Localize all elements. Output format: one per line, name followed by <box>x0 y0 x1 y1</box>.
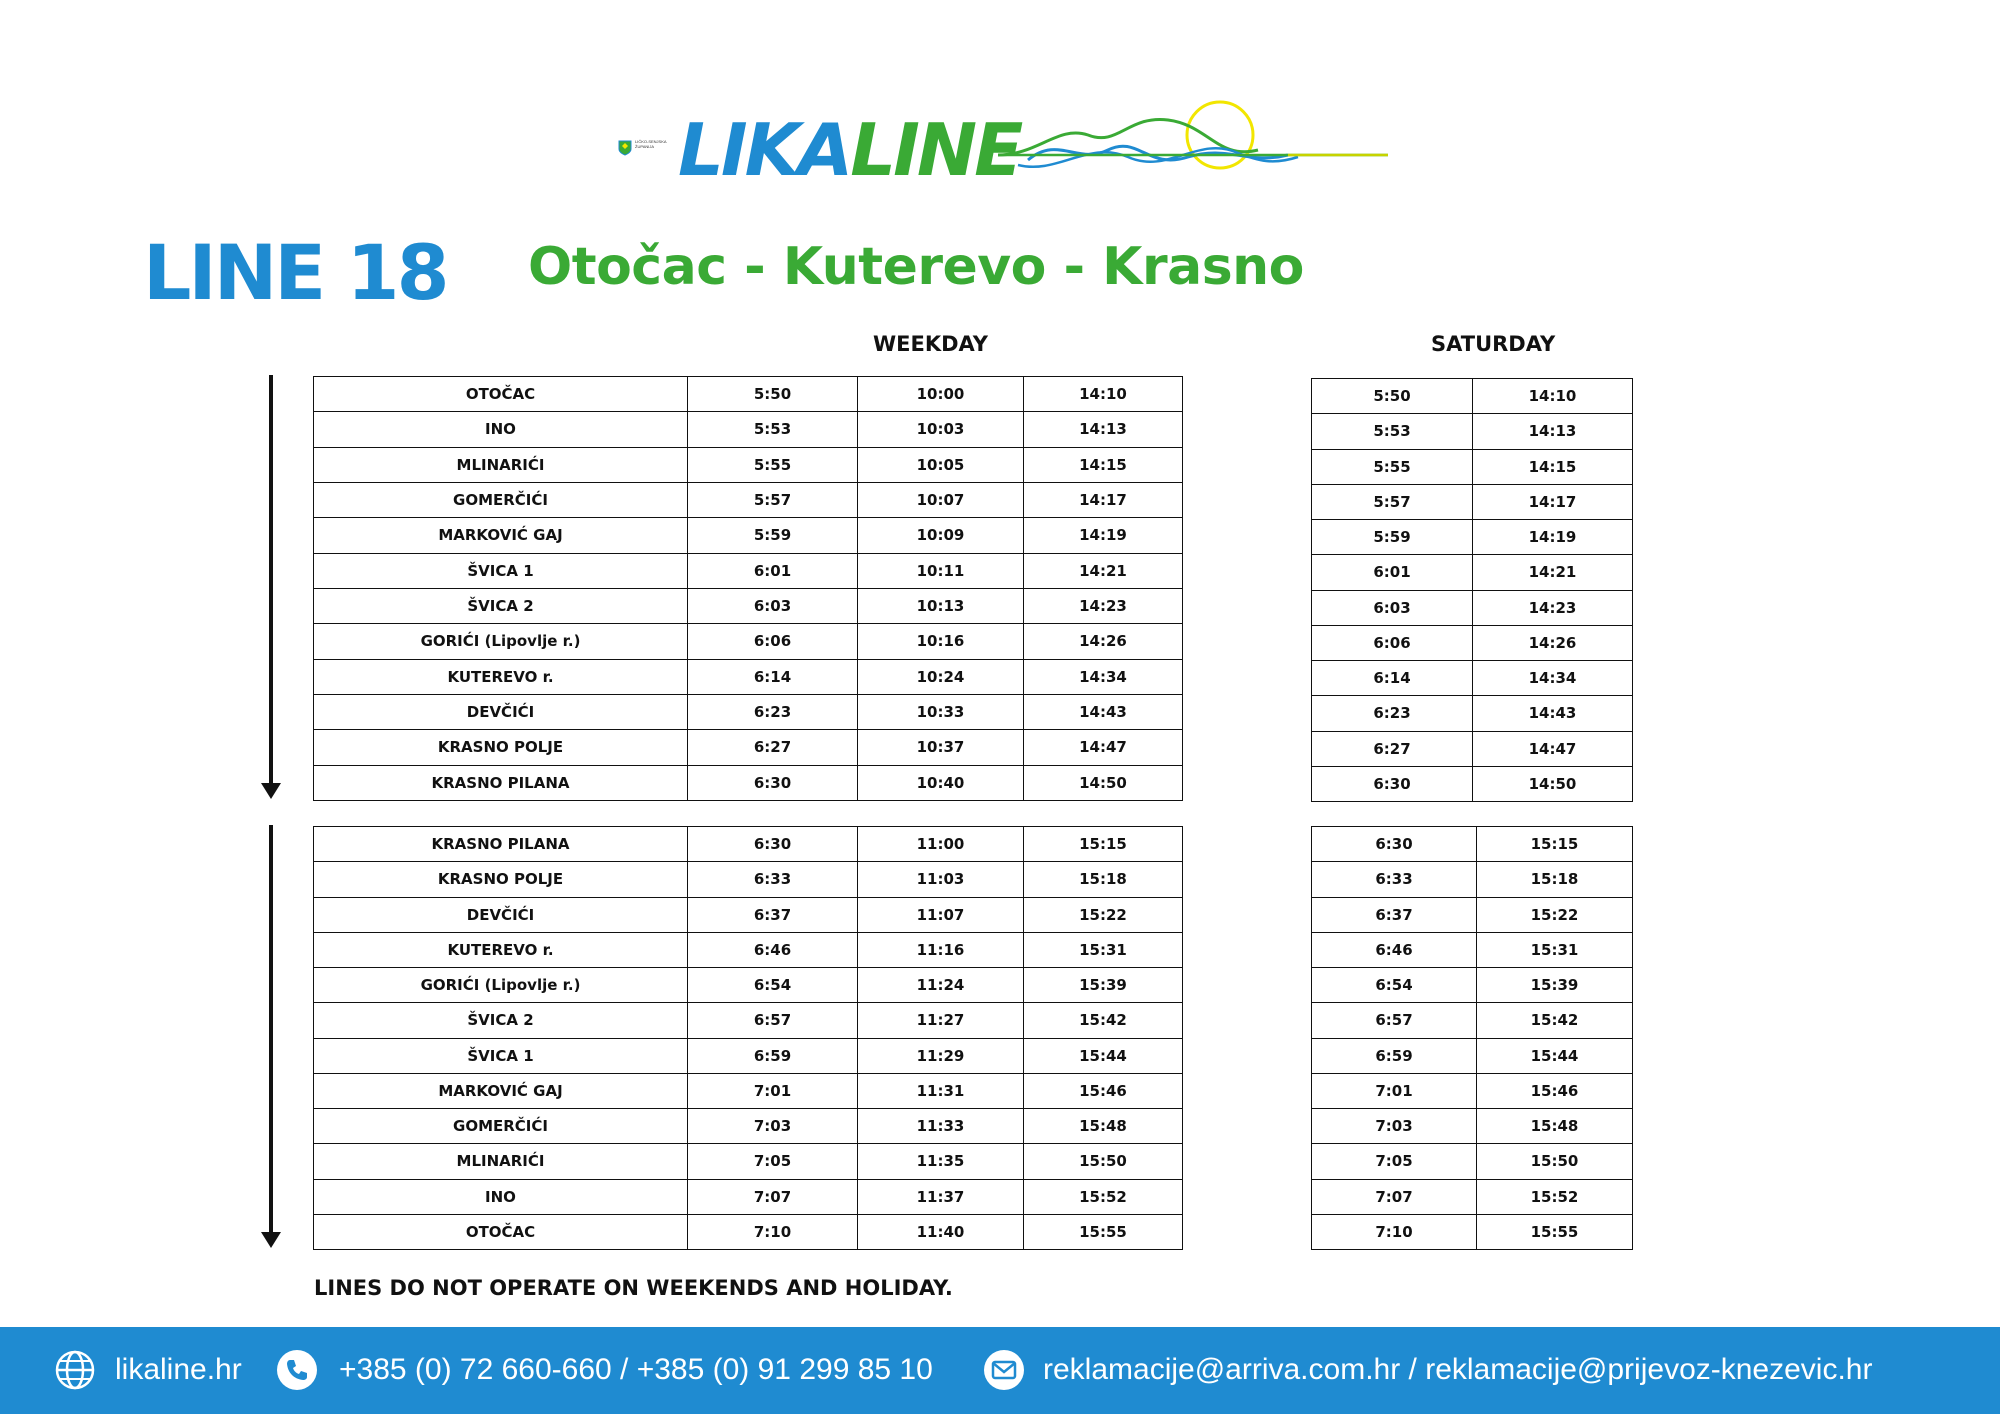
table-row <box>1312 862 1633 897</box>
departure-time: 6:57 <box>688 1003 858 1038</box>
table-row <box>314 624 1183 659</box>
departure-time: 15:50 <box>1477 1144 1633 1179</box>
departure-time: 14:34 <box>1024 659 1183 694</box>
departure-time: 10:09 <box>858 518 1024 553</box>
departure-time: 15:39 <box>1024 968 1183 1003</box>
stop-name: ŠVICA 1 <box>314 1038 688 1073</box>
departure-time: 15:18 <box>1024 862 1183 897</box>
stop-name: GOMERČIĆI <box>314 1109 688 1144</box>
stop-name: MARKOVIĆ GAJ <box>314 518 688 553</box>
table-row <box>1312 379 1633 414</box>
departure-time: 6:30 <box>1312 827 1477 862</box>
table-row <box>1312 555 1633 590</box>
table-row <box>314 827 1183 862</box>
table-row <box>314 1003 1183 1038</box>
departure-time: 5:59 <box>1312 520 1473 555</box>
departure-time: 11:37 <box>858 1179 1024 1214</box>
departure-time: 10:03 <box>858 412 1024 447</box>
departure-time: 7:01 <box>1312 1073 1477 1108</box>
table-row <box>314 1179 1183 1214</box>
departure-time: 6:14 <box>688 659 858 694</box>
departure-time: 7:07 <box>688 1179 858 1214</box>
table-row <box>314 588 1183 623</box>
stop-name: ŠVICA 1 <box>314 553 688 588</box>
stop-name: DEVČIĆI <box>314 897 688 932</box>
table-row <box>1312 661 1633 696</box>
stop-name: GORIĆI (Lipovlje r.) <box>314 624 688 659</box>
departure-time: 14:50 <box>1473 766 1633 801</box>
table-row <box>314 482 1183 517</box>
departure-time: 15:50 <box>1024 1144 1183 1179</box>
crest-caption: LIČKO-SENJSKA ŽUPANIJA <box>635 139 667 149</box>
stop-name: DEVČIĆI <box>314 694 688 729</box>
departure-time: 6:06 <box>688 624 858 659</box>
table-row <box>314 1214 1183 1249</box>
table-row <box>314 730 1183 765</box>
departure-time: 6:46 <box>1312 932 1477 967</box>
departure-time: 14:50 <box>1024 765 1183 800</box>
stop-name: MARKOVIĆ GAJ <box>314 1073 688 1108</box>
table-row <box>314 1038 1183 1073</box>
email-addresses[interactable]: reklamacije@arriva.com.hr / reklamacije@prijevoz-knezevic.hr <box>1043 1353 1873 1386</box>
departure-time: 15:42 <box>1024 1003 1183 1038</box>
table-row <box>314 897 1183 932</box>
table-row <box>1312 1179 1633 1214</box>
table-row <box>1312 1214 1633 1249</box>
departure-time: 6:37 <box>688 897 858 932</box>
departure-time: 15:44 <box>1024 1038 1183 1073</box>
outbound-weekday-table <box>313 376 1183 801</box>
stop-name: ŠVICA 2 <box>314 588 688 623</box>
departure-time: 10:05 <box>858 447 1024 482</box>
table-row <box>314 553 1183 588</box>
table-row <box>314 968 1183 1003</box>
departure-time: 6:46 <box>688 932 858 967</box>
weekday-header: WEEKDAY <box>873 332 989 356</box>
departure-time: 10:40 <box>858 765 1024 800</box>
departure-time: 14:43 <box>1024 694 1183 729</box>
stop-name: OTOČAC <box>314 1214 688 1249</box>
departure-time: 6:03 <box>688 588 858 623</box>
table-row <box>1312 1144 1633 1179</box>
stop-name: KUTEREVO r. <box>314 659 688 694</box>
table-row <box>1312 414 1633 449</box>
departure-time: 7:10 <box>688 1214 858 1249</box>
departure-time: 11:07 <box>858 897 1024 932</box>
departure-time: 10:16 <box>858 624 1024 659</box>
departure-time: 7:10 <box>1312 1214 1477 1249</box>
departure-time: 10:13 <box>858 588 1024 623</box>
departure-time: 11:00 <box>858 827 1024 862</box>
departure-time: 11:33 <box>858 1109 1024 1144</box>
departure-time: 6:23 <box>688 694 858 729</box>
departure-time: 5:55 <box>688 447 858 482</box>
departure-time: 14:15 <box>1473 449 1633 484</box>
table-row <box>1312 590 1633 625</box>
departure-time: 14:10 <box>1473 379 1633 414</box>
departure-time: 15:52 <box>1477 1179 1633 1214</box>
stop-name: GOMERČIĆI <box>314 482 688 517</box>
departure-time: 15:46 <box>1477 1073 1633 1108</box>
departure-time: 10:00 <box>858 377 1024 412</box>
departure-time: 14:19 <box>1473 520 1633 555</box>
departure-time: 10:33 <box>858 694 1024 729</box>
brand-part-lika: LIKA <box>678 108 851 192</box>
departure-time: 15:55 <box>1477 1214 1633 1249</box>
departure-time: 10:11 <box>858 553 1024 588</box>
departure-time: 6:30 <box>1312 766 1473 801</box>
stop-name: INO <box>314 412 688 447</box>
departure-time: 5:53 <box>1312 414 1473 449</box>
stop-name: ŠVICA 2 <box>314 1003 688 1038</box>
table-row <box>314 447 1183 482</box>
departure-time: 14:23 <box>1473 590 1633 625</box>
departure-time: 6:01 <box>1312 555 1473 590</box>
inbound-saturday-table <box>1311 826 1633 1250</box>
departure-time: 5:50 <box>1312 379 1473 414</box>
departure-time: 6:33 <box>688 862 858 897</box>
line-number: LINE 18 <box>143 228 447 317</box>
departure-time: 14:19 <box>1024 518 1183 553</box>
departure-time: 15:18 <box>1477 862 1633 897</box>
departure-time: 6:23 <box>1312 696 1473 731</box>
departure-time: 6:54 <box>688 968 858 1003</box>
table-row <box>314 412 1183 447</box>
departure-time: 15:55 <box>1024 1214 1183 1249</box>
stop-name: INO <box>314 1179 688 1214</box>
table-row <box>314 1144 1183 1179</box>
departure-time: 11:24 <box>858 968 1024 1003</box>
table-row <box>1312 696 1633 731</box>
table-row <box>314 862 1183 897</box>
table-row <box>1312 625 1633 660</box>
stop-name: GORIĆI (Lipovlje r.) <box>314 968 688 1003</box>
departure-time: 14:17 <box>1024 482 1183 517</box>
departure-time: 15:22 <box>1477 897 1633 932</box>
departure-time: 15:31 <box>1024 932 1183 967</box>
departure-time: 5:57 <box>688 482 858 517</box>
departure-time: 14:47 <box>1473 731 1633 766</box>
table-row <box>1312 1109 1633 1144</box>
departure-time: 14:26 <box>1473 625 1633 660</box>
departure-time: 7:05 <box>1312 1144 1477 1179</box>
table-row <box>1312 766 1633 801</box>
departure-time: 6:59 <box>688 1038 858 1073</box>
globe-icon <box>54 1349 96 1391</box>
departure-time: 14:43 <box>1473 696 1633 731</box>
table-row <box>314 518 1183 553</box>
phone-numbers[interactable]: +385 (0) 72 660-660 / +385 (0) 91 299 85 10 <box>339 1353 933 1386</box>
contact-footer <box>0 1327 2000 1414</box>
table-row <box>314 932 1183 967</box>
departure-time: 15:22 <box>1024 897 1183 932</box>
departure-time: 10:07 <box>858 482 1024 517</box>
departure-time: 14:47 <box>1024 730 1183 765</box>
departure-time: 11:03 <box>858 862 1024 897</box>
phone-icon <box>276 1349 318 1391</box>
table-row <box>314 377 1183 412</box>
departure-time: 14:17 <box>1473 484 1633 519</box>
departure-time: 6:27 <box>688 730 858 765</box>
operation-note: LINES DO NOT OPERATE ON WEEKENDS AND HOLIDAY. <box>314 1276 953 1300</box>
inbound-weekday-table <box>313 826 1183 1250</box>
departure-time: 15:15 <box>1024 827 1183 862</box>
departure-time: 15:52 <box>1024 1179 1183 1214</box>
stop-name: KRASNO PILANA <box>314 827 688 862</box>
direction-arrow-inbound-icon <box>256 825 286 1250</box>
table-row <box>314 694 1183 729</box>
route-title: Otočac - Kuterevo - Krasno <box>528 237 1304 297</box>
departure-time: 14:26 <box>1024 624 1183 659</box>
departure-time: 7:07 <box>1312 1179 1477 1214</box>
departure-time: 14:23 <box>1024 588 1183 623</box>
departure-time: 14:13 <box>1024 412 1183 447</box>
departure-time: 6:01 <box>688 553 858 588</box>
departure-time: 7:01 <box>688 1073 858 1108</box>
table-row <box>1312 1038 1633 1073</box>
outbound-saturday-table <box>1311 378 1633 802</box>
departure-time: 6:27 <box>1312 731 1473 766</box>
direction-arrow-outbound-icon <box>256 375 286 801</box>
departure-time: 15:48 <box>1024 1109 1183 1144</box>
departure-time: 11:29 <box>858 1038 1024 1073</box>
stop-name: OTOČAC <box>314 377 688 412</box>
table-row <box>1312 484 1633 519</box>
county-crest-icon <box>618 140 632 156</box>
departure-time: 15:31 <box>1477 932 1633 967</box>
departure-time: 7:03 <box>1312 1109 1477 1144</box>
departure-time: 6:30 <box>688 765 858 800</box>
departure-time: 6:37 <box>1312 897 1477 932</box>
table-row <box>314 765 1183 800</box>
departure-time: 11:31 <box>858 1073 1024 1108</box>
table-row <box>1312 449 1633 484</box>
stop-name: MLINARIĆI <box>314 1144 688 1179</box>
departure-time: 11:27 <box>858 1003 1024 1038</box>
departure-time: 6:06 <box>1312 625 1473 660</box>
departure-time: 5:50 <box>688 377 858 412</box>
departure-time: 5:55 <box>1312 449 1473 484</box>
departure-time: 15:46 <box>1024 1073 1183 1108</box>
departure-time: 14:21 <box>1473 555 1633 590</box>
table-row <box>1312 1003 1633 1038</box>
stop-name: MLINARIĆI <box>314 447 688 482</box>
table-row <box>1312 968 1633 1003</box>
departure-time: 6:30 <box>688 827 858 862</box>
departure-time: 11:35 <box>858 1144 1024 1179</box>
stop-name: KRASNO POLJE <box>314 862 688 897</box>
hills-waves-icon <box>998 95 1388 185</box>
departure-time: 5:53 <box>688 412 858 447</box>
departure-time: 14:15 <box>1024 447 1183 482</box>
table-row <box>314 1073 1183 1108</box>
departure-time: 15:48 <box>1477 1109 1633 1144</box>
table-row <box>1312 1073 1633 1108</box>
departure-time: 6:54 <box>1312 968 1477 1003</box>
departure-time: 6:59 <box>1312 1038 1477 1073</box>
departure-time: 14:21 <box>1024 553 1183 588</box>
departure-time: 14:10 <box>1024 377 1183 412</box>
stop-name: KRASNO POLJE <box>314 730 688 765</box>
brand-logo <box>618 95 1388 205</box>
brand-part-line: LINE <box>850 108 1021 192</box>
departure-time: 7:05 <box>688 1144 858 1179</box>
departure-time: 10:24 <box>858 659 1024 694</box>
website-link[interactable]: likaline.hr <box>115 1353 242 1386</box>
departure-time: 6:14 <box>1312 661 1473 696</box>
departure-time: 5:57 <box>1312 484 1473 519</box>
table-row <box>1312 897 1633 932</box>
table-row <box>1312 827 1633 862</box>
departure-time: 7:03 <box>688 1109 858 1144</box>
departure-time: 15:42 <box>1477 1003 1633 1038</box>
brand-wordmark <box>678 105 1020 195</box>
departure-time: 6:03 <box>1312 590 1473 625</box>
stop-name: KUTEREVO r. <box>314 932 688 967</box>
mail-icon <box>983 1349 1025 1391</box>
departure-time: 14:34 <box>1473 661 1633 696</box>
departure-time: 15:44 <box>1477 1038 1633 1073</box>
table-row <box>1312 520 1633 555</box>
table-row <box>1312 932 1633 967</box>
departure-time: 15:15 <box>1477 827 1633 862</box>
departure-time: 11:40 <box>858 1214 1024 1249</box>
stop-name: KRASNO PILANA <box>314 765 688 800</box>
departure-time: 15:39 <box>1477 968 1633 1003</box>
departure-time: 10:37 <box>858 730 1024 765</box>
departure-time: 11:16 <box>858 932 1024 967</box>
table-row <box>314 1109 1183 1144</box>
saturday-header: SATURDAY <box>1431 332 1556 356</box>
table-row <box>1312 731 1633 766</box>
departure-time: 5:59 <box>688 518 858 553</box>
departure-time: 6:33 <box>1312 862 1477 897</box>
departure-time: 6:57 <box>1312 1003 1477 1038</box>
departure-time: 14:13 <box>1473 414 1633 449</box>
table-row <box>314 659 1183 694</box>
